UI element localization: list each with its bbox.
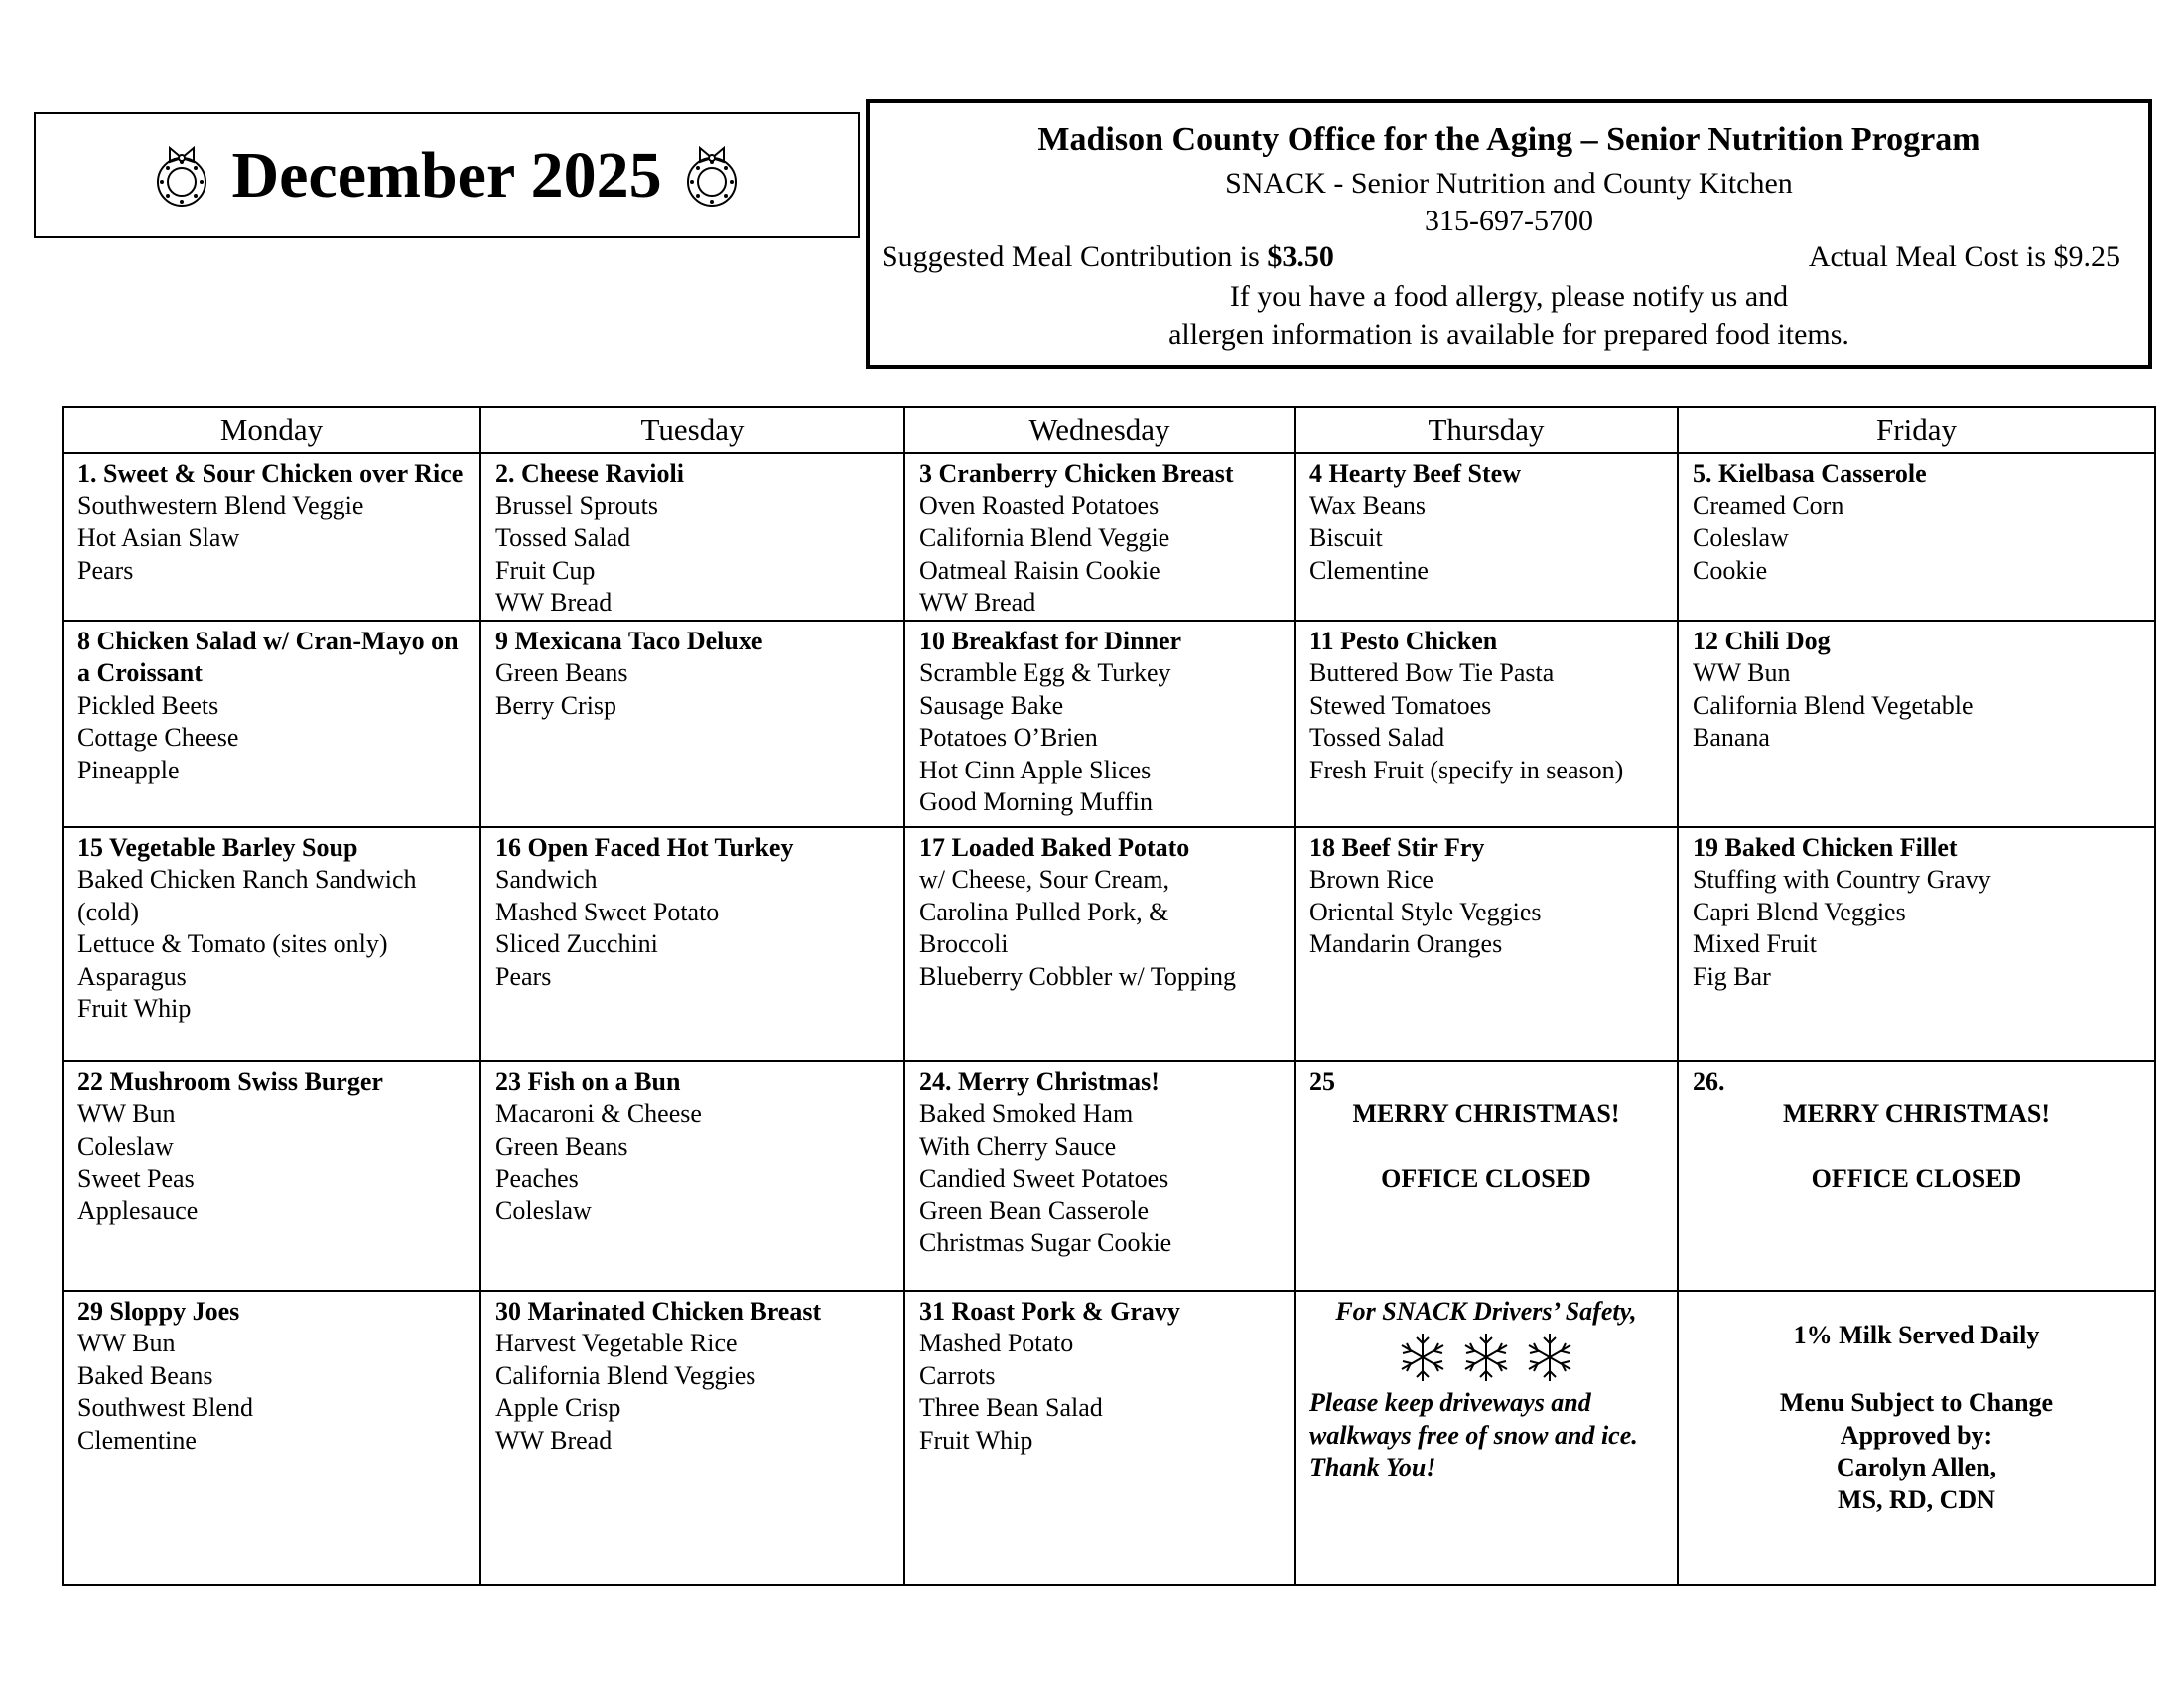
main-dish: 16 Open Faced Hot Turkey bbox=[495, 832, 794, 862]
side-item: Sliced Zucchini bbox=[495, 929, 658, 958]
side-item: With Cherry Sauce bbox=[919, 1131, 1117, 1161]
side-item: Harvest Vegetable Rice bbox=[495, 1329, 738, 1357]
side-item: Lettuce & Tomato (sites only) bbox=[77, 929, 388, 958]
day-cell bbox=[63, 1061, 480, 1291]
side-item: Tossed Salad bbox=[495, 523, 631, 552]
day-cell bbox=[904, 1291, 1295, 1585]
day-cell bbox=[480, 453, 904, 621]
main-dish: 29 Sloppy Joes bbox=[77, 1296, 240, 1326]
side-item: Fruit Whip bbox=[77, 994, 192, 1023]
side-item: Mixed Fruit bbox=[1693, 929, 1817, 958]
main-dish: 3 Cranberry Chicken Breast bbox=[919, 459, 1234, 488]
main-dish: 11 Pesto Chicken bbox=[1309, 626, 1498, 655]
actual-meal-cost: Actual Meal Cost is $9.25 bbox=[1808, 240, 2120, 273]
program-name: SNACK - Senior Nutrition and County Kitchen bbox=[1225, 167, 1793, 200]
side-item: Buttered Bow Tie Pasta bbox=[1309, 658, 1555, 687]
side-item: Potatoes O’Brien bbox=[919, 723, 1098, 752]
day-cell bbox=[63, 453, 480, 621]
side-item: Macaroni & Cheese bbox=[495, 1099, 702, 1128]
day-cell bbox=[63, 1291, 480, 1585]
holiday-greeting: MERRY CHRISTMAS! bbox=[1783, 1099, 2050, 1128]
allergy-notice-line-2: allergen information is available for prepared food items. bbox=[1168, 318, 1849, 351]
side-item: California Blend Vegetable bbox=[1693, 690, 1974, 720]
snowflake-icon bbox=[1395, 1330, 1450, 1385]
program-info-box bbox=[866, 99, 2152, 369]
side-item: Pears bbox=[495, 961, 552, 991]
week-row bbox=[63, 621, 2155, 827]
approved-by-label: Approved by: bbox=[1840, 1420, 1993, 1450]
office-closed-label: OFFICE CLOSED bbox=[1811, 1163, 2022, 1193]
main-dish: 19 Baked Chicken Fillet bbox=[1693, 832, 1958, 862]
menu-calendar bbox=[62, 406, 2156, 1586]
weekday-header-row bbox=[63, 407, 2155, 453]
snowflake-icon bbox=[1522, 1330, 1577, 1385]
weekday-header: Tuesday bbox=[480, 407, 904, 453]
snowflake-row bbox=[1309, 1330, 1663, 1385]
main-dish: 22 Mushroom Swiss Burger bbox=[77, 1066, 383, 1096]
main-dish: 9 Mexicana Taco Deluxe bbox=[495, 626, 763, 655]
side-item: Christmas Sugar Cookie bbox=[919, 1228, 1172, 1257]
main-dish: 31 Roast Pork & Gravy bbox=[919, 1296, 1180, 1326]
side-item: Stewed Tomatoes bbox=[1309, 690, 1492, 720]
side-item: Stuffing with Country Gravy bbox=[1693, 865, 1991, 894]
contribution-label: Suggested Meal Contribution is bbox=[882, 240, 1268, 273]
side-item: Candied Sweet Potatoes bbox=[919, 1164, 1169, 1193]
side-item: Apple Crisp bbox=[495, 1393, 621, 1422]
main-dish: 18 Beef Stir Fry bbox=[1309, 832, 1485, 862]
main-dish: 4 Hearty Beef Stew bbox=[1309, 459, 1521, 488]
day-cell bbox=[480, 621, 904, 827]
main-dish: 24. Merry Christmas! bbox=[919, 1066, 1160, 1096]
side-item: Fresh Fruit (specify in season) bbox=[1309, 755, 1624, 784]
office-closed-label: OFFICE CLOSED bbox=[1381, 1163, 1591, 1193]
side-item: WW Bun bbox=[77, 1329, 176, 1357]
side-item: Brussel Sprouts bbox=[495, 491, 658, 520]
week-row bbox=[63, 827, 2155, 1061]
day-cell bbox=[480, 1291, 904, 1585]
side-item: Baked Chicken Ranch Sandwich (cold) bbox=[77, 865, 417, 926]
snowflake-icon bbox=[1458, 1330, 1514, 1385]
menu-footer-note bbox=[1678, 1291, 2155, 1585]
main-dish: 23 Fish on a Bun bbox=[495, 1066, 681, 1096]
weekday-header: Monday bbox=[63, 407, 480, 453]
side-item: Sandwich bbox=[495, 865, 598, 894]
side-item: WW Bun bbox=[1693, 658, 1791, 687]
side-item: Coleslaw bbox=[1693, 523, 1789, 552]
day-number: 25 bbox=[1309, 1066, 1335, 1096]
closed-notice bbox=[1693, 1098, 2140, 1195]
side-item: Clementine bbox=[1309, 555, 1429, 585]
page-title: December 2025 bbox=[231, 138, 662, 211]
weekday-header: Friday bbox=[1678, 407, 2155, 453]
wreath-icon bbox=[150, 140, 213, 211]
side-item: Three Bean Salad bbox=[919, 1393, 1103, 1422]
side-item: Fruit Whip bbox=[919, 1425, 1033, 1455]
main-dish: 2. Cheese Ravioli bbox=[495, 459, 684, 488]
day-cell bbox=[1295, 453, 1678, 621]
week-row bbox=[63, 1061, 2155, 1291]
side-item: Mashed Sweet Potato bbox=[495, 897, 720, 926]
side-item: Cottage Cheese bbox=[77, 723, 239, 752]
side-item: Creamed Corn bbox=[1693, 491, 1844, 520]
main-dish: 30 Marinated Chicken Breast bbox=[495, 1296, 822, 1326]
side-item: California Blend Veggie bbox=[919, 523, 1170, 552]
allergy-notice-line-1: If you have a food allergy, please notify us and bbox=[1229, 280, 1789, 313]
side-item: Wax Beans bbox=[1309, 491, 1427, 520]
side-item: WW Bread bbox=[495, 1425, 613, 1455]
phone-number: 315-697-5700 bbox=[1425, 205, 1593, 237]
day-cell bbox=[63, 827, 480, 1061]
drivers-note-heading: For SNACK Drivers’ Safety, bbox=[1335, 1296, 1637, 1326]
closed-notice bbox=[1309, 1098, 1663, 1195]
side-item: Mandarin Oranges bbox=[1309, 929, 1503, 958]
weekday-header: Thursday bbox=[1295, 407, 1678, 453]
month-title-box bbox=[34, 112, 860, 238]
approver-name: Carolyn Allen, bbox=[1836, 1453, 1997, 1481]
side-item: WW Bun bbox=[77, 1099, 176, 1128]
side-item: Scramble Egg & Turkey bbox=[919, 658, 1171, 687]
side-item: Pineapple bbox=[77, 755, 180, 784]
side-item: Tossed Salad bbox=[1309, 723, 1445, 752]
day-cell bbox=[1295, 621, 1678, 827]
contribution-value: $3.50 bbox=[1267, 240, 1334, 273]
side-item: Green Beans bbox=[495, 658, 628, 687]
meal-contribution bbox=[882, 240, 1334, 274]
day-cell bbox=[904, 827, 1295, 1061]
side-item: Brown Rice bbox=[1309, 865, 1433, 894]
drivers-safety-note bbox=[1295, 1291, 1678, 1585]
main-dish: 12 Chili Dog bbox=[1693, 626, 1831, 655]
holiday-greeting: MERRY CHRISTMAS! bbox=[1352, 1099, 1620, 1128]
day-cell bbox=[1295, 1061, 1678, 1291]
day-cell bbox=[1678, 827, 2155, 1061]
side-item: Coleslaw bbox=[77, 1131, 174, 1161]
menu-change-note: Menu Subject to Change bbox=[1779, 1388, 2054, 1417]
side-item: Fruit Cup bbox=[495, 555, 596, 585]
day-cell bbox=[904, 453, 1295, 621]
side-item: Asparagus bbox=[77, 961, 187, 991]
side-item: Banana bbox=[1693, 723, 1770, 752]
day-number: 26. bbox=[1693, 1066, 1725, 1096]
day-cell bbox=[904, 1061, 1295, 1291]
day-cell bbox=[63, 621, 480, 827]
side-item: Oriental Style Veggies bbox=[1309, 897, 1542, 926]
side-item: Applesauce bbox=[77, 1196, 199, 1225]
side-item: Cookie bbox=[1693, 555, 1768, 585]
main-dish: 1. Sweet & Sour Chicken over Rice bbox=[77, 459, 464, 488]
wreath-icon bbox=[680, 140, 744, 211]
side-item: Capri Blend Veggies bbox=[1693, 897, 1906, 926]
side-item: Oatmeal Raisin Cookie bbox=[919, 555, 1160, 585]
side-item: Biscuit bbox=[1309, 523, 1383, 552]
main-dish: 8 Chicken Salad w/ Cran-Mayo on a Croissant bbox=[77, 626, 459, 687]
side-item: Clementine bbox=[77, 1425, 197, 1455]
side-item: California Blend Veggies bbox=[495, 1360, 756, 1390]
main-dish: 10 Breakfast for Dinner bbox=[919, 626, 1182, 655]
side-item: WW Bread bbox=[919, 588, 1036, 617]
side-item: w/ Cheese, Sour Cream, bbox=[919, 865, 1170, 894]
org-title: Madison County Office for the Aging – Senior Nutrition Program bbox=[1037, 121, 1980, 158]
day-cell bbox=[1295, 827, 1678, 1061]
side-item: Peaches bbox=[495, 1164, 579, 1193]
day-cell bbox=[480, 827, 904, 1061]
side-item: Hot Cinn Apple Slices bbox=[919, 755, 1152, 784]
day-cell bbox=[1678, 453, 2155, 621]
side-item: Pears bbox=[77, 555, 134, 585]
day-cell bbox=[904, 621, 1295, 827]
side-item: WW Bread bbox=[495, 588, 613, 617]
side-item: Coleslaw bbox=[495, 1196, 592, 1225]
side-item: Pickled Beets bbox=[77, 690, 219, 720]
main-dish: 17 Loaded Baked Potato bbox=[919, 832, 1190, 862]
main-dish: 5. Kielbasa Casserole bbox=[1693, 459, 1927, 488]
side-item: Baked Beans bbox=[77, 1360, 213, 1390]
weekday-header: Wednesday bbox=[904, 407, 1295, 453]
side-item: Green Beans bbox=[495, 1131, 628, 1161]
day-cell bbox=[1678, 1061, 2155, 1291]
day-cell bbox=[480, 1061, 904, 1291]
side-item: Fig Bar bbox=[1693, 961, 1771, 991]
week-row bbox=[63, 1291, 2155, 1585]
approver-credentials: MS, RD, CDN bbox=[1838, 1484, 1995, 1514]
day-cell bbox=[1678, 621, 2155, 827]
side-item: Broccoli bbox=[919, 929, 1009, 958]
side-item: Southwestern Blend Veggie bbox=[77, 491, 364, 520]
side-item: Oven Roasted Potatoes bbox=[919, 491, 1160, 520]
side-item: Green Bean Casserole bbox=[919, 1196, 1150, 1225]
week-row bbox=[63, 453, 2155, 621]
side-item: Blueberry Cobbler w/ Topping bbox=[919, 961, 1237, 991]
milk-note: 1% Milk Served Daily bbox=[1793, 1320, 2040, 1349]
side-item: Southwest Blend bbox=[77, 1393, 253, 1422]
side-item: Good Morning Muffin bbox=[919, 787, 1153, 816]
drivers-note-body: Please keep driveways and walkways free of snow and ice. Thank You! bbox=[1309, 1388, 1638, 1481]
side-item: Carrots bbox=[919, 1360, 996, 1390]
side-item: Hot Asian Slaw bbox=[77, 523, 240, 552]
main-dish: 15 Vegetable Barley Soup bbox=[77, 832, 358, 862]
side-item: Baked Smoked Ham bbox=[919, 1099, 1134, 1128]
side-item: Sausage Bake bbox=[919, 690, 1064, 720]
side-item: Mashed Potato bbox=[919, 1329, 1074, 1357]
side-item: Sweet Peas bbox=[77, 1164, 195, 1193]
side-item: Berry Crisp bbox=[495, 690, 617, 720]
side-item: Carolina Pulled Pork, & bbox=[919, 897, 1169, 926]
